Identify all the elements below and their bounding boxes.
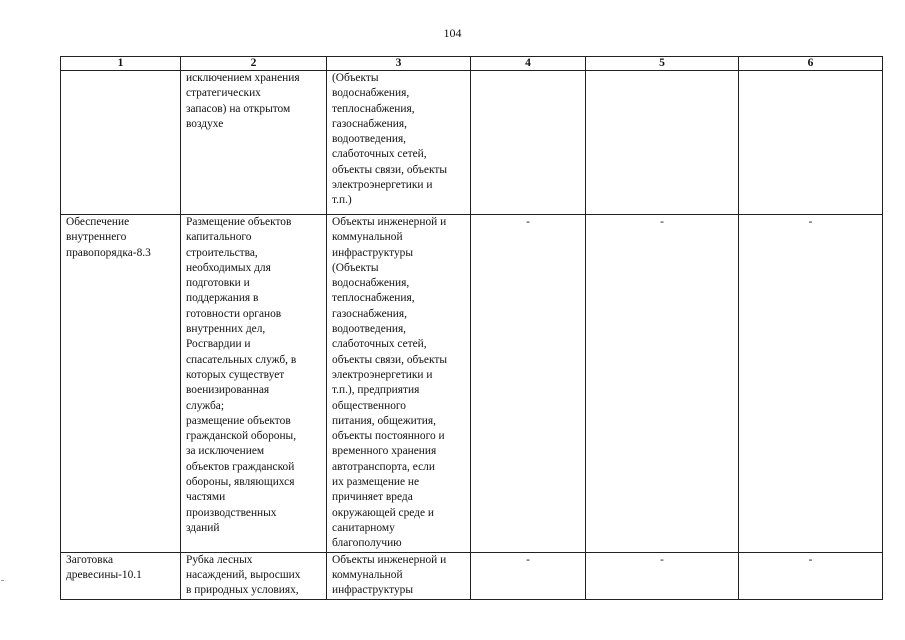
cell-auxiliary-uses: Объекты инженерной и коммунальной инфраструктуры (Объекты водоснабжения, теплоснабжения, газоснабжения, водоотведения, слаботочных сетей, объекты связи, объекты электроэнергетики и т.п.), предприятия общественного питания, общежития, объекты постоянного и временного хранения автотранспорта, если их размещение не причиняет вреда окружающей среде и санитарному благополучию <box>327 215 471 553</box>
cell-col-4: - <box>471 215 586 553</box>
cell-col-6 <box>739 71 883 215</box>
cell-land-use-type: Заготовка древесины-10.1 <box>61 552 181 599</box>
cell-col-4: - <box>471 552 586 599</box>
column-header-2: 2 <box>181 57 327 71</box>
cell-description: Рубка лесных насаждений, выросших в природных условиях, <box>181 552 327 599</box>
cell-col-5: - <box>586 215 739 553</box>
table-row <box>61 215 883 553</box>
column-header-5: 5 <box>586 57 739 71</box>
cell-col-5 <box>586 71 739 215</box>
table-row <box>61 71 883 215</box>
cell-description: исключением хранения стратегических запасов) на открытом воздухе <box>181 71 327 215</box>
cell-auxiliary-uses: Объекты инженерной и коммунальной инфраструктуры <box>327 552 471 599</box>
table-row <box>61 552 883 599</box>
cell-auxiliary-uses: (Объекты водоснабжения, теплоснабжения, газоснабжения, водоотведения, слаботочных сетей, объекты связи, объекты электроэнергетики и т.п.) <box>327 71 471 215</box>
page-number: 104 <box>443 26 462 40</box>
cell-col-4 <box>471 71 586 215</box>
cell-land-use-type <box>61 71 181 215</box>
cell-description: Размещение объектов капитального строительства, необходимых для подготовки и поддержания в готовности органов внутренних дел, Росгвардии и спасательных служб, в которых существует военизированная служба; размещение объектов гражданской обороны, за исключением объектов гражданской обороны, являющихся частями производственных зданий <box>181 215 327 553</box>
cell-col-6: - <box>739 552 883 599</box>
column-header-3: 3 <box>327 57 471 71</box>
regulations-table <box>60 56 883 600</box>
cell-col-5: - <box>586 552 739 599</box>
cell-col-6: - <box>739 215 883 553</box>
cell-land-use-type: Обеспечение внутреннего правопорядка-8.3 <box>61 215 181 553</box>
table-header-row <box>61 57 883 71</box>
column-header-1: 1 <box>61 57 181 71</box>
column-header-4: 4 <box>471 57 586 71</box>
column-header-6: 6 <box>739 57 883 71</box>
scan-artifact <box>1 580 4 581</box>
